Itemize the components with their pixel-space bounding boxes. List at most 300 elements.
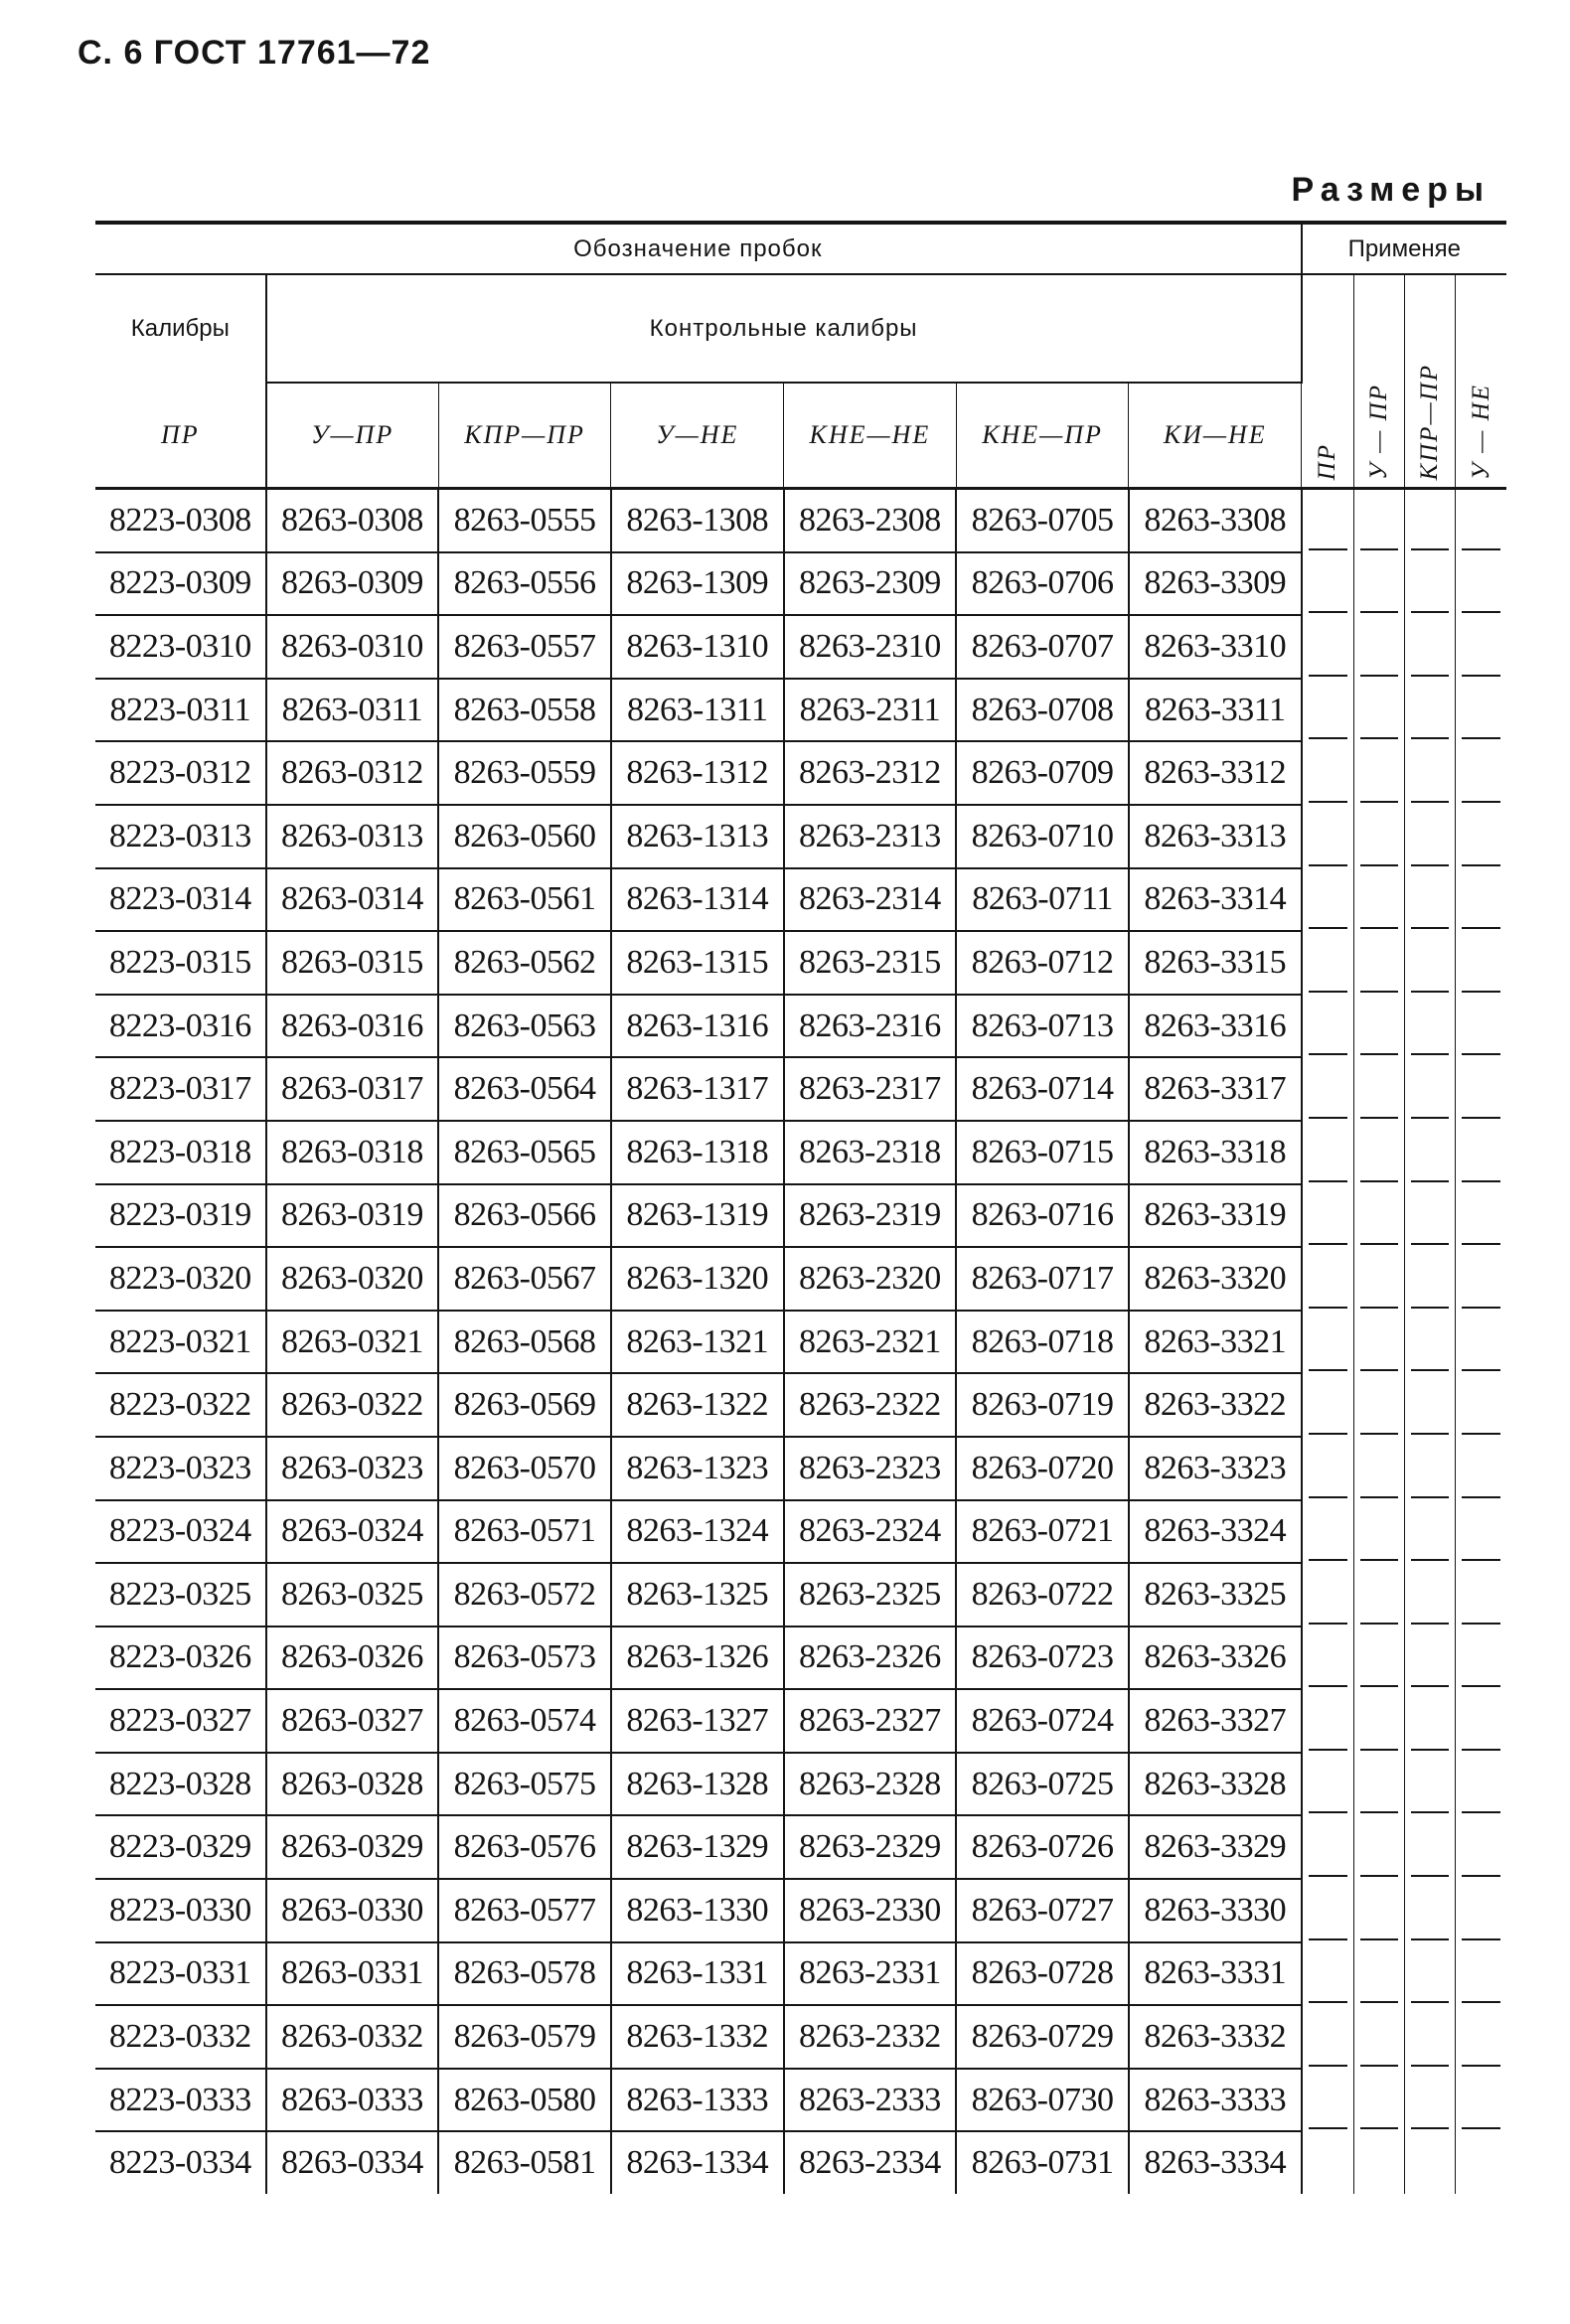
table-cell: 8263-1326 (611, 1627, 784, 1690)
table-cell: 8263-3308 (1129, 489, 1302, 552)
table-cell: 8263-3321 (1129, 1311, 1302, 1374)
table-cell: 8263-3328 (1129, 1753, 1302, 1816)
table-cell: 8223-0312 (95, 741, 266, 805)
table-cell: 8263-0577 (438, 1879, 611, 1942)
table-cell: 8263-0314 (266, 868, 439, 932)
table-cell: 8263-2325 (784, 1563, 957, 1627)
table-cell: 8223-0311 (95, 679, 266, 742)
table-cell: 8263-3329 (1129, 1815, 1302, 1879)
table-cell: 8263-3314 (1129, 868, 1302, 932)
table-cell: 8263-0721 (956, 1500, 1129, 1564)
application-cell (1354, 741, 1405, 805)
table-cell: 8263-1328 (611, 1753, 784, 1816)
table-cell: 8263-0723 (956, 1627, 1129, 1690)
table-cell: 8263-1334 (611, 2131, 784, 2194)
table-row (95, 679, 1506, 742)
table-cell: 8263-0561 (438, 868, 611, 932)
application-cell (1456, 2005, 1506, 2069)
table-cell: 8263-1329 (611, 1815, 784, 1879)
application-cell (1354, 1753, 1405, 1816)
table-row (95, 1437, 1506, 1500)
application-cell (1302, 552, 1354, 616)
table-cell: 8263-2314 (784, 868, 957, 932)
apply-col-header (1354, 274, 1405, 489)
table-row (95, 995, 1506, 1058)
table-cell: 8263-0730 (956, 2069, 1129, 2132)
table-cell: 8263-0311 (266, 679, 439, 742)
table-cell: 8263-1314 (611, 868, 784, 932)
application-cell (1302, 2131, 1354, 2194)
application-cell (1456, 1057, 1506, 1121)
table-cell: 8263-3322 (1129, 1373, 1302, 1437)
table-cell: 8263-1315 (611, 931, 784, 995)
table-cell: 8263-0569 (438, 1373, 611, 1437)
application-cell (1354, 1879, 1405, 1942)
application-cell (1456, 552, 1506, 616)
apply-col-label: У — НЕ (1467, 384, 1494, 480)
table-cell: 8263-0324 (266, 1500, 439, 1564)
application-cell (1354, 868, 1405, 932)
column-header: КНЕ—НЕ (784, 383, 957, 489)
table-cell: 8223-0317 (95, 1057, 266, 1121)
table-cell: 8263-0724 (956, 1689, 1129, 1753)
table-cell: 8223-0325 (95, 1563, 266, 1627)
table-cell: 8263-0580 (438, 2069, 611, 2132)
application-cell (1302, 995, 1354, 1058)
table-cell: 8263-0567 (438, 1247, 611, 1311)
application-cell (1456, 805, 1506, 868)
table-cell: 8263-0576 (438, 1815, 611, 1879)
application-cell (1405, 1437, 1456, 1500)
application-cell (1302, 489, 1354, 552)
application-cell (1354, 1373, 1405, 1437)
table-cell: 8263-2327 (784, 1689, 957, 1753)
table-row (95, 1373, 1506, 1437)
table-cell: 8223-0320 (95, 1247, 266, 1311)
application-cell (1354, 679, 1405, 742)
application-cell (1302, 615, 1354, 679)
table-cell: 8263-0326 (266, 1627, 439, 1690)
table-cell: 8263-0317 (266, 1057, 439, 1121)
table-cell: 8263-0321 (266, 1311, 439, 1374)
table-cell: 8223-0329 (95, 1815, 266, 1879)
table-cell: 8263-0718 (956, 1311, 1129, 1374)
application-cell (1405, 1184, 1456, 1248)
table-cell: 8263-0722 (956, 1563, 1129, 1627)
table-row (95, 1121, 1506, 1184)
table-cell: 8263-2324 (784, 1500, 957, 1564)
application-cell (1456, 995, 1506, 1058)
application-cell (1354, 2005, 1405, 2069)
table-cell: 8263-0711 (956, 868, 1129, 932)
table-cell: 8263-0729 (956, 2005, 1129, 2069)
table-cell: 8263-1318 (611, 1121, 784, 1184)
table-cell: 8223-0330 (95, 1879, 266, 1942)
table-cell: 8263-2317 (784, 1057, 957, 1121)
table-cell: 8263-0563 (438, 995, 611, 1058)
application-cell (1405, 1627, 1456, 1690)
application-cell (1456, 1689, 1506, 1753)
table-cell: 8263-2331 (784, 1942, 957, 2006)
application-cell (1354, 489, 1405, 552)
table-cell: 8263-1331 (611, 1942, 784, 2006)
table-cell: 8223-0326 (95, 1627, 266, 1690)
table-cell: 8223-0324 (95, 1500, 266, 1564)
table-cell: 8263-2326 (784, 1627, 957, 1690)
table-cell: 8263-3315 (1129, 931, 1302, 995)
table-cell: 8263-0571 (438, 1500, 611, 1564)
table-cell: 8263-3318 (1129, 1121, 1302, 1184)
table-row (95, 931, 1506, 995)
table-cell: 8223-0323 (95, 1437, 266, 1500)
application-cell (1456, 1815, 1506, 1879)
table-cell: 8263-3331 (1129, 1942, 1302, 2006)
table-cell: 8263-0319 (266, 1184, 439, 1248)
table-cell: 8263-3334 (1129, 2131, 1302, 2194)
application-cell (1405, 805, 1456, 868)
gauges-table-container (95, 221, 1506, 2194)
table-cell: 8223-0315 (95, 931, 266, 995)
application-cell (1405, 1879, 1456, 1942)
table-cell: 8263-0707 (956, 615, 1129, 679)
table-row (95, 1753, 1506, 1816)
application-cell (1456, 1373, 1506, 1437)
table-cell: 8263-0717 (956, 1247, 1129, 1311)
table-row (95, 2069, 1506, 2132)
table-cell: 8223-0310 (95, 615, 266, 679)
table-cell: 8263-2320 (784, 1247, 957, 1311)
table-cell: 8263-3326 (1129, 1627, 1302, 1690)
table-cell: 8263-0713 (956, 995, 1129, 1058)
table-row (95, 1879, 1506, 1942)
application-cell (1405, 489, 1456, 552)
table-cell: 8263-0562 (438, 931, 611, 995)
table-cell: 8263-3332 (1129, 2005, 1302, 2069)
table-cell: 8263-0315 (266, 931, 439, 995)
table-cell: 8263-0310 (266, 615, 439, 679)
table-cell: 8223-0328 (95, 1753, 266, 1816)
table-row (95, 1815, 1506, 1879)
table-cell: 8263-0555 (438, 489, 611, 552)
application-cell (1354, 1121, 1405, 1184)
application-cell (1302, 1879, 1354, 1942)
application-cell (1354, 1437, 1405, 1500)
table-cell: 8223-0308 (95, 489, 266, 552)
application-cell (1405, 2069, 1456, 2132)
table-cell: 8223-0332 (95, 2005, 266, 2069)
table-cell: 8263-3330 (1129, 1879, 1302, 1942)
table-cell: 8263-2329 (784, 1815, 957, 1879)
table-cell: 8263-3327 (1129, 1689, 1302, 1753)
table-cell: 8263-0323 (266, 1437, 439, 1500)
table-cell: 8263-0309 (266, 552, 439, 616)
table-cell: 8263-1324 (611, 1500, 784, 1564)
application-cell (1354, 1184, 1405, 1248)
application-cell (1405, 1942, 1456, 2006)
application-cell (1405, 1500, 1456, 1564)
column-header: У—ПР (266, 383, 439, 489)
application-header: Применяе (1347, 234, 1462, 262)
table-cell: 8223-0333 (95, 2069, 266, 2132)
application-cell (1302, 1815, 1354, 1879)
application-cell (1405, 2005, 1456, 2069)
table-row (95, 1689, 1506, 1753)
table-cell: 8223-0316 (95, 995, 266, 1058)
calibers-header: Калибры (95, 274, 266, 383)
gauges-table (95, 221, 1506, 2194)
column-header: КИ—НЕ (1129, 383, 1302, 489)
application-cell (1302, 931, 1354, 995)
table-cell: 8263-0581 (438, 2131, 611, 2194)
table-cell: 8263-1320 (611, 1247, 784, 1311)
table-body (95, 489, 1506, 2195)
table-cell: 8223-0327 (95, 1689, 266, 1753)
table-cell: 8263-0575 (438, 1753, 611, 1816)
table-cell: 8263-0725 (956, 1753, 1129, 1816)
application-cell (1302, 1373, 1354, 1437)
table-cell: 8263-1316 (611, 995, 784, 1058)
table-cell: 8263-2310 (784, 615, 957, 679)
table-cell: 8263-0573 (438, 1627, 611, 1690)
application-cell (1354, 1311, 1405, 1374)
application-cell (1405, 1563, 1456, 1627)
application-cell (1405, 868, 1456, 932)
table-cell: 8263-3324 (1129, 1500, 1302, 1564)
application-cell (1302, 1753, 1354, 1816)
table-cell: 8263-1333 (611, 2069, 784, 2132)
table-cell: 8263-2333 (784, 2069, 957, 2132)
table-row (95, 868, 1506, 932)
application-cell (1456, 2131, 1506, 2194)
table-row (95, 1184, 1506, 1248)
table-row (95, 489, 1506, 552)
table-cell: 8263-2316 (784, 995, 957, 1058)
application-cell (1354, 1627, 1405, 1690)
table-cell: 8263-2312 (784, 741, 957, 805)
application-cell (1302, 1942, 1354, 2006)
table-cell: 8223-0313 (95, 805, 266, 868)
application-cell (1405, 1815, 1456, 1879)
table-cell: 8263-0566 (438, 1184, 611, 1248)
table-cell: 8263-0560 (438, 805, 611, 868)
application-cell (1456, 1247, 1506, 1311)
column-header: У—НЕ (611, 383, 784, 489)
application-cell (1456, 1627, 1506, 1690)
table-cell: 8263-0715 (956, 1121, 1129, 1184)
sizes-label: Размеры (1291, 171, 1491, 209)
table-cell: 8263-0332 (266, 2005, 439, 2069)
application-cell (1302, 741, 1354, 805)
column-header: ПР (95, 383, 266, 489)
table-cell: 8263-0312 (266, 741, 439, 805)
application-cell (1302, 2069, 1354, 2132)
apply-col-label: ПР (1314, 442, 1341, 480)
table-cell: 8263-3309 (1129, 552, 1302, 616)
application-cell (1456, 1121, 1506, 1184)
application-cell (1456, 2069, 1506, 2132)
table-cell: 8263-1327 (611, 1689, 784, 1753)
table-cell: 8263-2321 (784, 1311, 957, 1374)
application-cell (1302, 2005, 1354, 2069)
application-cell (1456, 489, 1506, 552)
application-cell (1456, 615, 1506, 679)
table-cell: 8263-1319 (611, 1184, 784, 1248)
application-cell (1456, 1879, 1506, 1942)
table-cell: 8263-0330 (266, 1879, 439, 1942)
application-cell (1354, 1815, 1405, 1879)
table-cell: 8263-0316 (266, 995, 439, 1058)
application-cell (1405, 1753, 1456, 1816)
table-cell: 8263-0565 (438, 1121, 611, 1184)
table-cell: 8263-0727 (956, 1879, 1129, 1942)
table-cell: 8263-3311 (1129, 679, 1302, 742)
application-cell (1456, 741, 1506, 805)
table-cell: 8263-0559 (438, 741, 611, 805)
table-cell: 8263-2319 (784, 1184, 957, 1248)
table-cell: 8263-0705 (956, 489, 1129, 552)
table-cell: 8263-0720 (956, 1437, 1129, 1500)
application-cell (1456, 1437, 1506, 1500)
table-cell: 8263-0320 (266, 1247, 439, 1311)
table-cell: 8263-0574 (438, 1689, 611, 1753)
application-cell (1302, 1184, 1354, 1248)
table-cell: 8263-0331 (266, 1942, 439, 2006)
table-cell: 8263-1312 (611, 741, 784, 805)
application-cell (1456, 868, 1506, 932)
application-cell (1405, 741, 1456, 805)
table-cell: 8263-2323 (784, 1437, 957, 1500)
table-cell: 8263-0557 (438, 615, 611, 679)
table-cell: 8263-3323 (1129, 1437, 1302, 1500)
table-cell: 8263-3325 (1129, 1563, 1302, 1627)
table-cell: 8263-0719 (956, 1373, 1129, 1437)
table-row (95, 615, 1506, 679)
application-cell (1302, 1437, 1354, 1500)
table-row (95, 1247, 1506, 1311)
table-cell: 8223-0321 (95, 1311, 266, 1374)
column-header: КНЕ—ПР (956, 383, 1129, 489)
table-cell: 8263-3320 (1129, 1247, 1302, 1311)
page-header: С. 6 ГОСТ 17761—72 (78, 34, 431, 72)
application-cell (1405, 615, 1456, 679)
application-cell (1405, 1373, 1456, 1437)
application-cell (1354, 2069, 1405, 2132)
table-row (95, 1500, 1506, 1564)
application-cell (1302, 1563, 1354, 1627)
table-cell: 8223-0318 (95, 1121, 266, 1184)
application-cell (1456, 1753, 1506, 1816)
application-cell (1456, 1311, 1506, 1374)
table-row (95, 2005, 1506, 2069)
table-cell: 8263-0731 (956, 2131, 1129, 2194)
table-cell: 8263-0728 (956, 1942, 1129, 2006)
table-cell: 8263-0706 (956, 552, 1129, 616)
application-cell (1405, 1689, 1456, 1753)
application-cell (1405, 1121, 1456, 1184)
table-row (95, 1311, 1506, 1374)
apply-col-header (1405, 274, 1456, 489)
application-cell (1354, 995, 1405, 1058)
table-row (95, 805, 1506, 868)
table-cell: 8263-0716 (956, 1184, 1129, 1248)
application-cell (1354, 1057, 1405, 1121)
application-cell (1405, 552, 1456, 616)
application-cell (1405, 995, 1456, 1058)
table-cell: 8263-0712 (956, 931, 1129, 995)
table-cell: 8263-0329 (266, 1815, 439, 1879)
table-cell: 8263-2308 (784, 489, 957, 552)
application-cell (1354, 931, 1405, 995)
table-row (95, 741, 1506, 805)
table-cell: 8263-1313 (611, 805, 784, 868)
application-cell (1456, 679, 1506, 742)
application-cell (1302, 1057, 1354, 1121)
table-cell: 8263-0714 (956, 1057, 1129, 1121)
table-cell: 8263-3317 (1129, 1057, 1302, 1121)
table-cell: 8263-1322 (611, 1373, 784, 1437)
table-cell: 8263-3313 (1129, 805, 1302, 868)
application-cell (1456, 1563, 1506, 1627)
table-cell: 8263-0313 (266, 805, 439, 868)
application-cell (1302, 1311, 1354, 1374)
table-cell: 8263-0572 (438, 1563, 611, 1627)
table-cell: 8263-1311 (611, 679, 784, 742)
table-row (95, 1563, 1506, 1627)
table-cell: 8263-0710 (956, 805, 1129, 868)
table-header (95, 223, 1506, 489)
application-cell (1302, 1121, 1354, 1184)
table-cell: 8223-0322 (95, 1373, 266, 1437)
table-cell: 8263-2318 (784, 1121, 957, 1184)
table-cell: 8263-2330 (784, 1879, 957, 1942)
application-cell (1354, 552, 1405, 616)
table-cell: 8223-0331 (95, 1942, 266, 2006)
table-cell: 8263-0726 (956, 1815, 1129, 1879)
table-cell: 8263-0579 (438, 2005, 611, 2069)
apply-col-header (1456, 274, 1506, 489)
table-cell: 8263-3312 (1129, 741, 1302, 805)
application-cell (1354, 2131, 1405, 2194)
table-cell: 8263-0564 (438, 1057, 611, 1121)
table-cell: 8263-0318 (266, 1121, 439, 1184)
application-cell (1405, 1311, 1456, 1374)
application-cell (1302, 868, 1354, 932)
application-cell (1354, 615, 1405, 679)
table-cell: 8263-0325 (266, 1563, 439, 1627)
application-cell (1456, 1500, 1506, 1564)
application-cell (1302, 1500, 1354, 1564)
table-row (95, 1057, 1506, 1121)
table-cell: 8263-2328 (784, 1753, 957, 1816)
table-cell: 8263-1309 (611, 552, 784, 616)
table-cell: 8263-0570 (438, 1437, 611, 1500)
table-cell: 8263-1323 (611, 1437, 784, 1500)
table-cell: 8263-3333 (1129, 2069, 1302, 2132)
table-cell: 8263-0578 (438, 1942, 611, 2006)
table-row (95, 1942, 1506, 2006)
application-cell (1354, 1942, 1405, 2006)
table-cell: 8223-0319 (95, 1184, 266, 1248)
application-cell (1354, 1689, 1405, 1753)
table-cell: 8263-1330 (611, 1879, 784, 1942)
application-cell (1456, 1184, 1506, 1248)
application-cell (1302, 1247, 1354, 1311)
table-row (95, 552, 1506, 616)
table-cell: 8263-1321 (611, 1311, 784, 1374)
table-cell: 8263-2334 (784, 2131, 957, 2194)
table-cell: 8223-0314 (95, 868, 266, 932)
table-cell: 8223-0309 (95, 552, 266, 616)
